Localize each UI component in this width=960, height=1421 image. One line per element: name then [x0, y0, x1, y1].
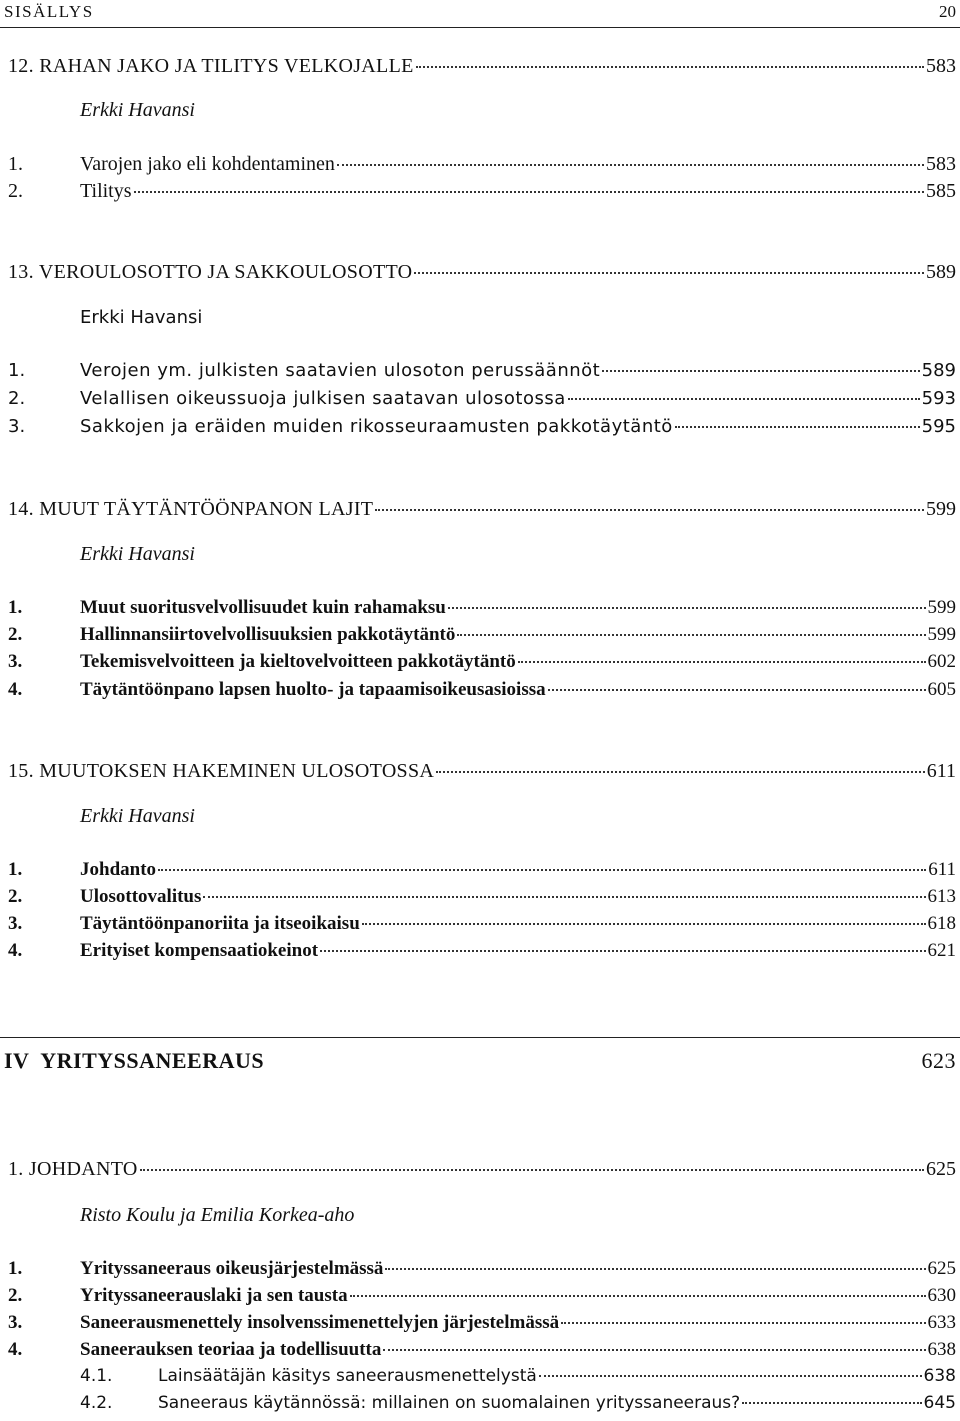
item-page: 618 — [927, 913, 956, 934]
leader-dots — [675, 425, 920, 428]
chapter-author: Erkki Havansi — [80, 99, 195, 121]
leader-dots — [561, 1321, 925, 1324]
chapter-page: 589 — [926, 261, 956, 283]
toc-item[interactable] — [8, 180, 956, 206]
chapter-page: 611 — [926, 760, 956, 782]
leader-dots — [134, 190, 924, 193]
chapter-author: Risto Koulu ja Emilia Korkea-aho — [80, 1204, 355, 1226]
subitem-number: 4.2. — [80, 1393, 113, 1413]
item-page: 630 — [927, 1285, 956, 1306]
chapter-title: 14. MUUT TÄYTÄNTÖÖNPANON LAJIT — [8, 498, 374, 520]
item-number: 1. — [8, 1258, 23, 1279]
toc-item[interactable] — [8, 679, 956, 705]
subitem-number: 4.1. — [80, 1366, 113, 1386]
item-page: 599 — [927, 597, 956, 618]
item-number: 3. — [8, 651, 23, 672]
item-page: 585 — [926, 180, 956, 202]
running-head: SISÄLLYS — [4, 2, 94, 21]
page-number: 20 — [939, 2, 956, 21]
chapter-page: 625 — [926, 1158, 956, 1180]
item-title: Yrityssaneerauslaki ja sen tausta — [80, 1285, 348, 1306]
toc-item[interactable] — [8, 913, 956, 939]
item-page: 621 — [927, 940, 956, 961]
item-page: 583 — [926, 153, 956, 175]
toc-chapter-14[interactable] — [8, 498, 956, 524]
item-title: Saneerausmenettely insolvenssimenettelyjen järjestelmässä — [80, 1312, 560, 1333]
toc-item[interactable] — [8, 1312, 956, 1338]
item-title: Yrityssaneeraus oikeusjärjestelmässä — [80, 1258, 384, 1279]
chapter-page: 599 — [926, 498, 956, 520]
item-page: 593 — [921, 388, 956, 409]
item-title: Tekemisvelvoitteen ja kieltovelvoitteen pakkotäytäntö — [80, 651, 516, 672]
item-number: 2. — [8, 886, 23, 907]
item-page: 605 — [927, 679, 956, 700]
item-title: Tilitys — [80, 180, 132, 202]
leader-dots — [568, 397, 920, 400]
leader-dots — [742, 1401, 921, 1404]
leader-dots — [337, 163, 924, 166]
item-title: Velallisen oikeussuoja julkisen saatavan ulosotossa — [80, 388, 566, 409]
leader-dots — [385, 1267, 925, 1270]
item-title: Varojen jako eli kohdentaminen — [80, 153, 335, 175]
leader-dots — [414, 271, 924, 274]
part-title: IV YRITYSSANEERAUS — [4, 1048, 265, 1073]
chapter-title: 1. JOHDANTO — [8, 1158, 138, 1180]
toc-part-4[interactable] — [4, 1048, 956, 1074]
item-page: 625 — [927, 1258, 956, 1279]
item-number: 1. — [8, 859, 23, 880]
item-title: Saneerauksen teoriaa ja todellisuutta — [80, 1339, 382, 1360]
item-page: 638 — [927, 1339, 956, 1360]
toc-chapter-15[interactable] — [8, 760, 956, 786]
item-number: 3. — [8, 913, 23, 934]
item-number: 1. — [8, 597, 23, 618]
item-number: 2. — [8, 180, 23, 202]
item-title: Täytäntöönpanoriita ja itseoikaisu — [80, 913, 360, 934]
item-number: 4. — [8, 940, 23, 961]
toc-item[interactable] — [8, 1258, 956, 1284]
chapter-author: Erkki Havansi — [80, 543, 195, 565]
toc-item[interactable] — [8, 940, 956, 966]
item-title: Sakkojen ja eräiden muiden rikosseuraamusten pakkotäytäntö — [80, 416, 673, 437]
item-title: Täytäntöönpano lapsen huolto- ja tapaamisoikeusasioissa — [80, 679, 546, 700]
item-page: 633 — [927, 1312, 956, 1333]
leader-dots — [350, 1294, 926, 1297]
item-title: Erityiset kompensaatiokeinot — [80, 940, 319, 961]
leader-dots — [539, 1374, 922, 1377]
toc-item[interactable] — [8, 597, 956, 623]
page-header — [0, 0, 960, 26]
toc-item[interactable] — [8, 153, 956, 179]
item-page: 602 — [927, 651, 956, 672]
leader-dots — [436, 770, 925, 773]
item-page: 613 — [927, 886, 956, 907]
subitem-title: Lainsäätäjän käsitys saneerausmenettelystä — [158, 1366, 537, 1386]
toc-chapter-12[interactable] — [8, 55, 956, 81]
item-page: 611 — [928, 859, 956, 880]
chapter-title: 15. MUUTOKSEN HAKEMINEN ULOSOTOSSA — [8, 760, 435, 782]
item-number: 3. — [8, 416, 26, 437]
chapter-title: 13. VEROULOSOTTO JA SAKKOULOSOTTO — [8, 261, 413, 283]
item-title: Johdanto — [80, 859, 157, 880]
item-number: 2. — [8, 388, 26, 409]
toc-item[interactable] — [8, 624, 956, 650]
toc-item[interactable] — [8, 651, 956, 677]
toc-subitem[interactable] — [8, 1366, 956, 1392]
item-title: Ulosottovalitus — [80, 886, 202, 907]
item-title: Muut suoritusvelvollisuudet kuin rahamaksu — [80, 597, 446, 618]
item-number: 3. — [8, 1312, 23, 1333]
item-number: 1. — [8, 360, 26, 381]
item-page: 589 — [921, 360, 956, 381]
chapter-author: Erkki Havansi — [80, 805, 195, 827]
item-title: Hallinnansiirtovelvollisuuksien pakkotäytäntö — [80, 624, 456, 645]
toc-chapter-1[interactable] — [8, 1158, 956, 1184]
leader-dots — [375, 508, 924, 511]
toc-item[interactable] — [8, 388, 956, 414]
leader-dots — [416, 65, 924, 68]
header-rule — [0, 27, 960, 28]
toc-item[interactable] — [8, 859, 956, 885]
leader-dots — [158, 868, 926, 871]
subitem-title: Saneeraus käytännössä: millainen on suomalainen yrityssaneeraus? — [158, 1393, 741, 1413]
item-page: 599 — [927, 624, 956, 645]
toc-item[interactable] — [8, 1339, 956, 1365]
item-number: 4. — [8, 679, 23, 700]
item-number: 2. — [8, 1285, 23, 1306]
leader-dots — [518, 660, 926, 663]
leader-dots — [548, 688, 926, 691]
part-rule — [0, 1037, 960, 1038]
leader-dots — [140, 1168, 924, 1171]
item-number: 2. — [8, 624, 23, 645]
toc-item[interactable] — [8, 886, 956, 912]
leader-dots — [203, 895, 925, 898]
leader-dots — [320, 949, 925, 952]
leader-dots — [383, 1348, 925, 1351]
item-number: 1. — [8, 153, 23, 175]
toc-item[interactable] — [8, 360, 956, 386]
leader-dots — [602, 369, 919, 372]
toc-chapter-13[interactable] — [8, 261, 956, 287]
subitem-page: 638 — [923, 1366, 956, 1386]
part-page: 623 — [921, 1048, 956, 1073]
leader-dots — [448, 606, 926, 609]
subitem-page: 645 — [923, 1393, 956, 1413]
leader-dots — [457, 633, 925, 636]
toc-item[interactable] — [8, 1285, 956, 1311]
chapter-page: 583 — [926, 55, 956, 77]
item-page: 595 — [921, 416, 956, 437]
toc-subitem[interactable] — [8, 1393, 956, 1419]
item-number: 4. — [8, 1339, 23, 1360]
toc-item[interactable] — [8, 416, 956, 442]
chapter-title: 12. RAHAN JAKO JA TILITYS VELKOJALLE — [8, 55, 414, 77]
chapter-author: Erkki Havansi — [80, 307, 203, 328]
item-title: Verojen ym. julkisten saatavien ulosoton perussäännöt — [80, 360, 601, 381]
leader-dots — [362, 922, 926, 925]
